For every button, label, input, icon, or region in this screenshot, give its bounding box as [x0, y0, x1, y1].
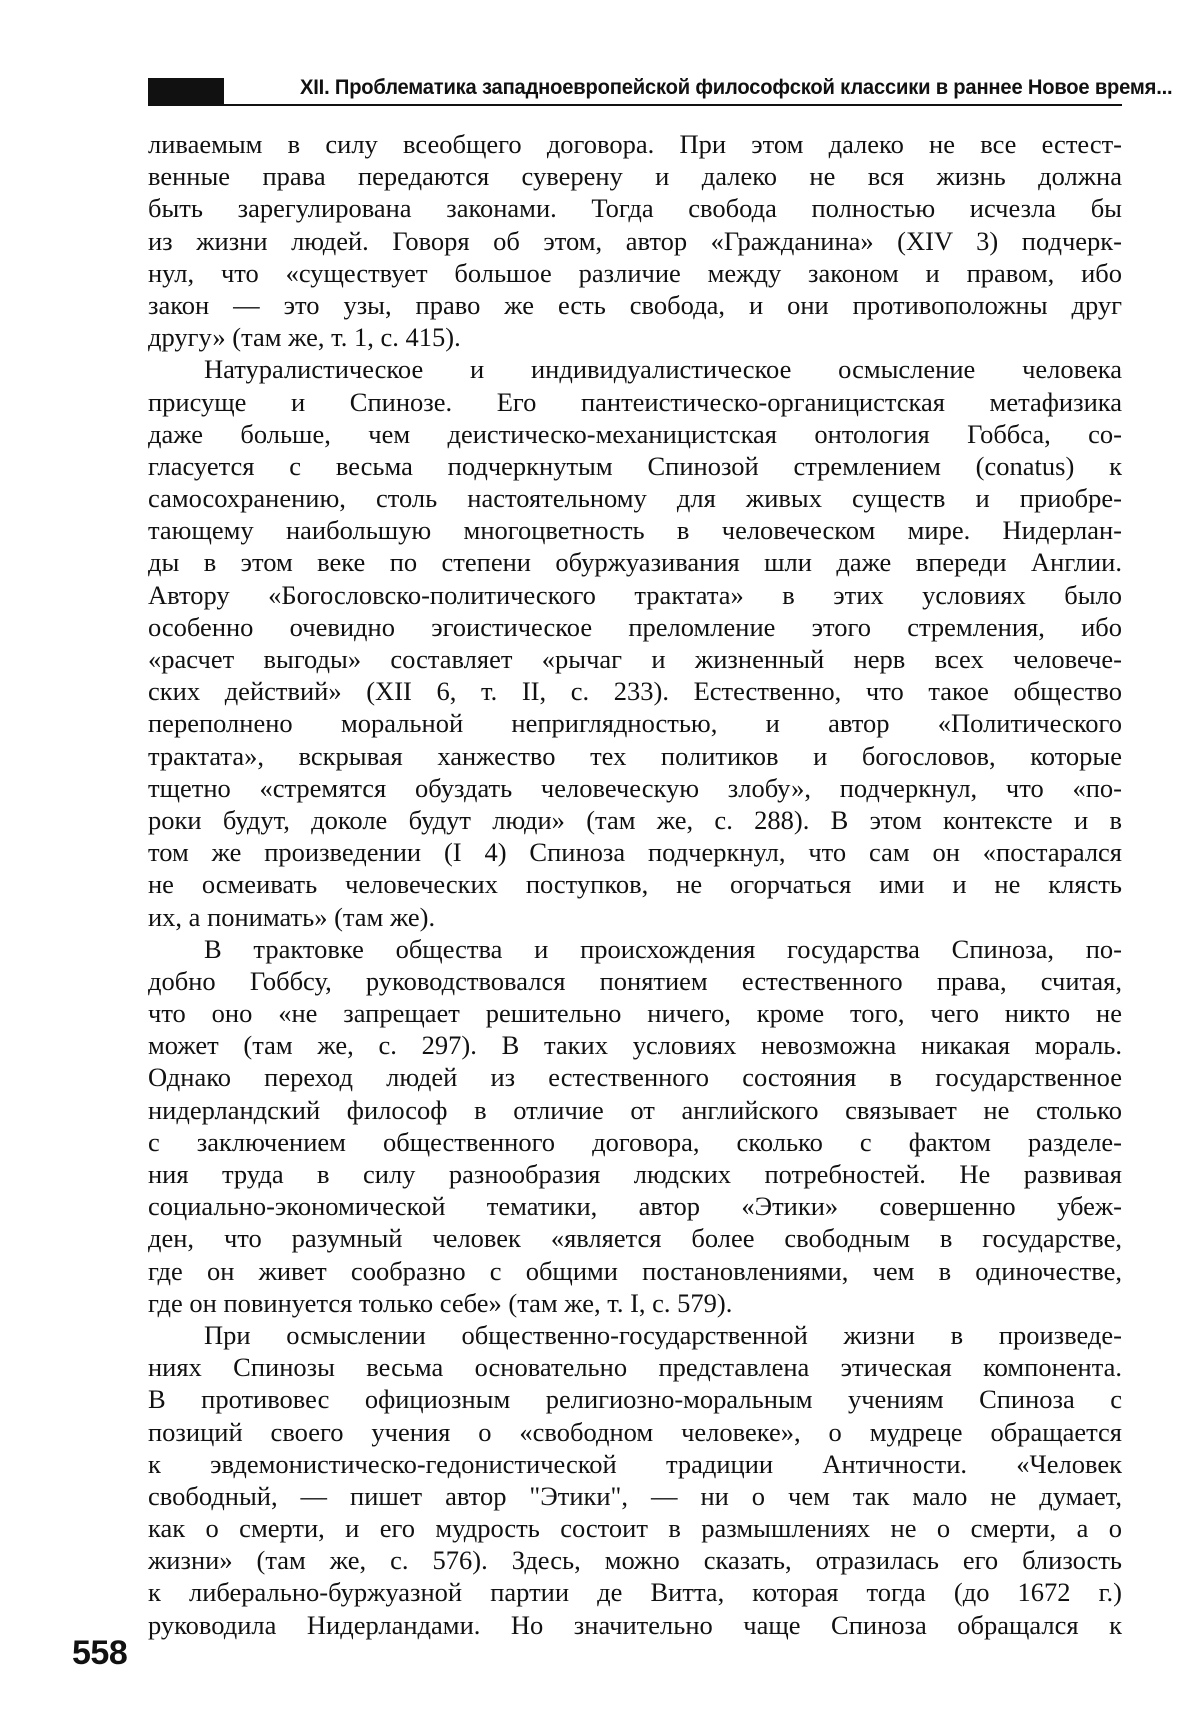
text-line: где он живет сообразно с общими постановлениями, чем в одиночестве,	[148, 1255, 1122, 1286]
text-line: может (там же, с. 297). В таких условиях невозможна никакая мораль.	[148, 1030, 1122, 1061]
text-line: быть зарегулирована законами. Тогда свобода полностью исчезла бы	[148, 193, 1122, 224]
text-line: другу» (там же, т. 1, с. 415).	[148, 322, 461, 353]
text-line: нидерландский философ в отличие от английского связывает не столько	[148, 1094, 1122, 1125]
text-line: Натуралистическое и индивидуалистическое осмысление человека	[204, 354, 1122, 385]
text-line: социально-экономической тематики, автор «Этики» совершенно убеж-	[148, 1191, 1122, 1222]
running-header: XII. Проблематика западноевропейской философской классики в раннее Новое время...	[300, 76, 1173, 99]
text-line: В противовес официозным религиозно-моральным учениям Спиноза с	[148, 1384, 1122, 1415]
text-line: не осмеивать человеческих поступков, не огорчаться ими и не клясть	[148, 869, 1122, 900]
text-line: из жизни людей. Говоря об этом, автор «Гражданина» (XIV 3) подчерк-	[148, 225, 1122, 256]
header-black-bar	[148, 78, 224, 104]
text-line: ливаемым в силу всеобщего договора. При этом далеко не все естест-	[148, 129, 1122, 159]
text-line: особенно очевидно эгоистическое преломление этого стремления, ибо	[148, 611, 1122, 642]
text-line: переполнено моральной неприглядностью, и автор «Политического	[148, 708, 1122, 739]
body-text	[148, 128, 1122, 1641]
text-line: ден, что разумный человек «является более свободным в государстве,	[148, 1223, 1122, 1254]
text-line: Автору «Богословско-политического трактата» в этих условиях было	[148, 579, 1122, 610]
text-line: присуще и Спинозе. Его пантеистическо-органицистская метафизика	[148, 386, 1122, 417]
text-line: ниях Спинозы весьма основательно представлена этическая компонента.	[148, 1352, 1122, 1383]
text-line: венные права передаются суверену и далеко не вся жизнь должна	[148, 161, 1122, 192]
text-line: с заключением общественного договора, сколько с фактом разделе-	[148, 1126, 1122, 1157]
text-line: том же произведении (I 4) Спиноза подчеркнул, что сам он «постарался	[148, 837, 1122, 868]
text-line: При осмыслении общественно-государственной жизни в произведе-	[204, 1319, 1122, 1350]
text-line: ния труда в силу разнообразия людских потребностей. Не развивая	[148, 1159, 1122, 1189]
text-line: к либерально-буржуазной партии де Витта, которая тогда (до 1672 г.)	[148, 1577, 1122, 1608]
page-number: 558	[72, 1634, 128, 1672]
text-line: гласуется с весьма подчеркнутым Спинозой стремлением (conatus) к	[148, 450, 1122, 481]
text-line: их, а понимать» (там же).	[148, 901, 436, 932]
text-line: добно Гоббсу, руководствовался понятием естественного права, считая,	[148, 965, 1122, 996]
text-line: ды в этом веке по степени обуржуазивания шли даже впереди Англии.	[148, 547, 1122, 578]
text-line: где он повинуется только себе» (там же, т. I, с. 579).	[148, 1287, 733, 1318]
text-line: В трактовке общества и происхождения государства Спиноза, по-	[204, 933, 1122, 964]
text-line: роки будут, доколе будут люди» (там же, с. 288). В этом контексте и в	[148, 804, 1122, 835]
text-line: нул, что «существует большое различие между законом и правом, ибо	[148, 257, 1122, 288]
text-line: тающему наибольшую многоцветность в человеческом мире. Нидерлан-	[148, 515, 1122, 546]
text-line: Однако переход людей из естественного состояния в государственное	[148, 1062, 1122, 1093]
text-line: тщетно «стремятся обуздать человеческую злобу», подчеркнул, что «по-	[148, 772, 1122, 803]
text-line: что оно «не запрещает решительно ничего, кроме того, чего никто не	[148, 998, 1122, 1029]
text-line: к эвдемонистическо-гедонистической традиции Античности. «Человек	[148, 1448, 1122, 1479]
text-line: трактата», вскрывая ханжество тех политиков и богословов, которые	[148, 740, 1122, 771]
text-line: как о смерти, и его мудрость состоит в размышлениях не о смерти, а о	[148, 1513, 1122, 1544]
text-line: ских действий» (XII 6, т. II, с. 233). Естественно, что такое общество	[148, 676, 1122, 707]
text-line: руководила Нидерландами. Но значительно чаще Спиноза обращался к	[148, 1609, 1122, 1640]
text-line: «расчет выгоды» составляет «рычаг и жизненный нерв всех человече-	[148, 644, 1122, 674]
text-line: позиций своего учения о «свободном человеке», о мудреце обращается	[148, 1416, 1122, 1447]
text-line: жизни» (там же, с. 576). Здесь, можно сказать, отразилась его близость	[148, 1545, 1122, 1576]
text-line: закон — это узы, право же есть свобода, и они противоположны друг	[148, 289, 1122, 320]
text-line: свободный, — пишет автор "Этики", — ни о чем так мало не думает,	[148, 1480, 1122, 1511]
text-line: самосохранению, столь настоятельному для живых существ и приобре-	[148, 483, 1122, 514]
text-line: даже больше, чем деистическо-механицистская онтология Гоббса, со-	[148, 418, 1122, 449]
header-rule	[148, 104, 1122, 106]
